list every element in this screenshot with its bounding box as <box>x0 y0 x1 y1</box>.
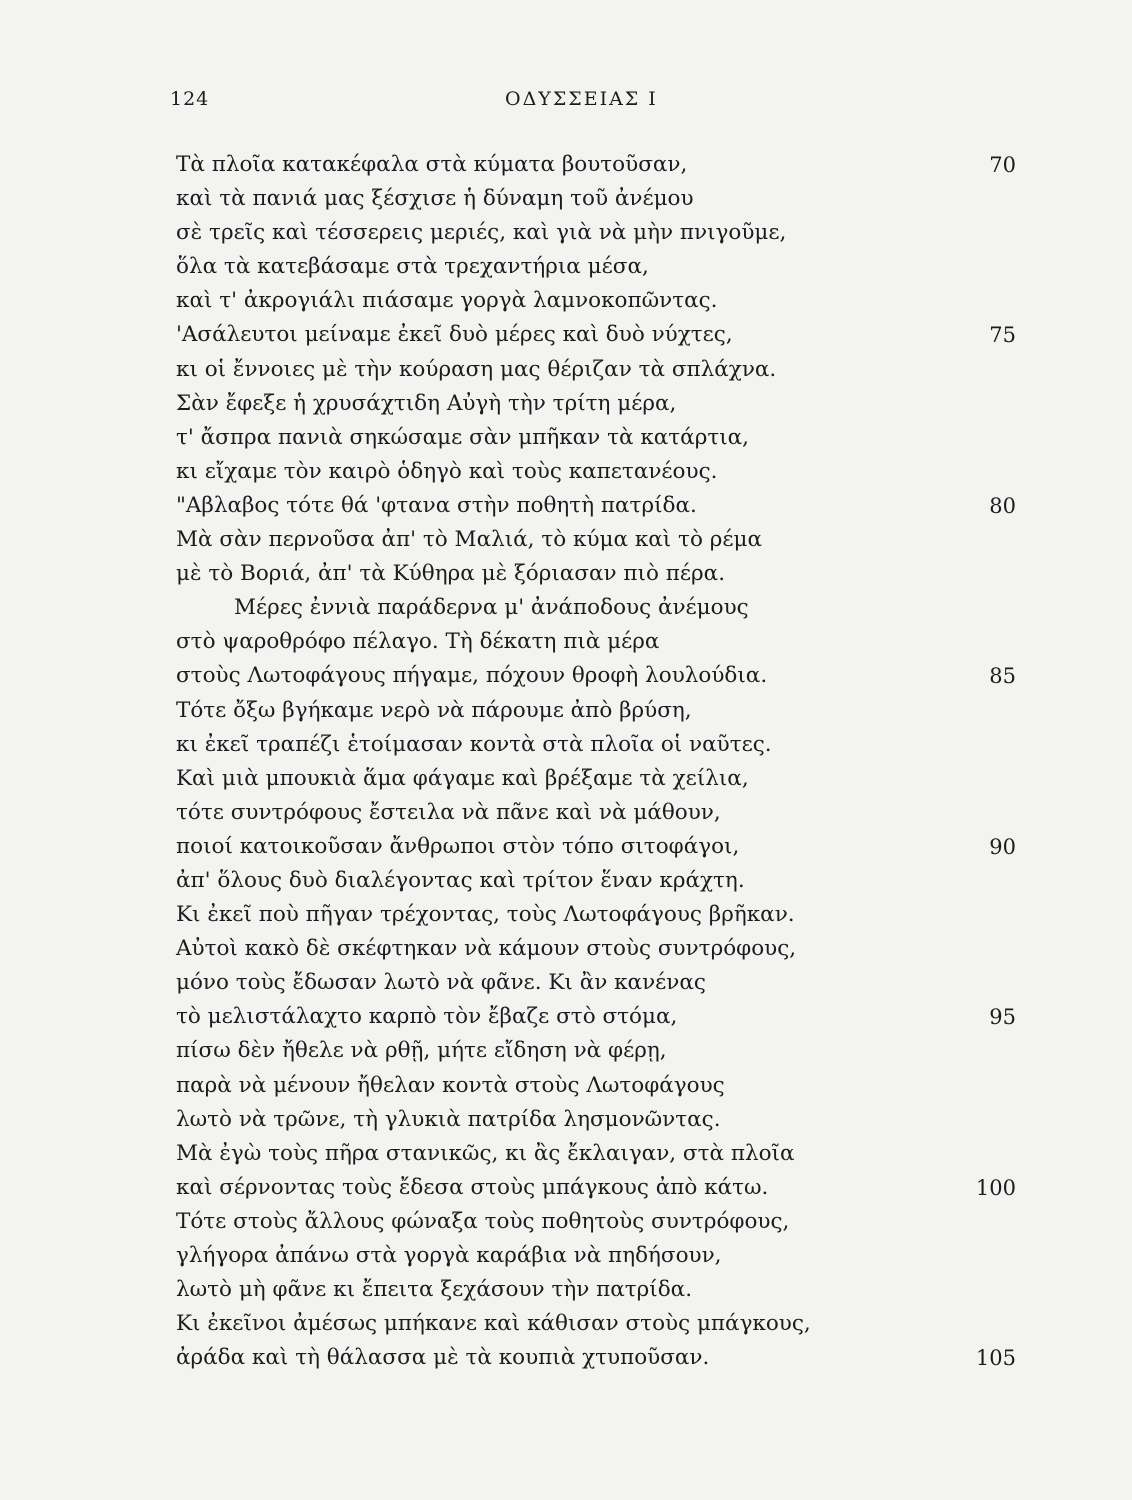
line-number: 80 <box>989 493 1016 518</box>
verse-block <box>176 148 1016 1375</box>
verse-text: Κι ἐκεῖνοι ἀμέσως μπήκανε καὶ κάθισαν στοὺς μπάγκους, <box>176 1311 811 1337</box>
verse-line <box>176 932 1016 966</box>
verse-text: τ' ἄσπρα πανιὰ σηκώσαμε σὰν μπῆκαν τὰ κατάρτια, <box>176 424 750 450</box>
verse-line <box>176 762 1016 796</box>
line-number: 75 <box>989 323 1016 348</box>
line-number: 95 <box>989 1005 1016 1030</box>
verse-text: ἀράδα καὶ τὴ θάλασσα μὲ τὰ κουπιὰ χτυποῦσαν. <box>176 1345 710 1371</box>
line-number: 85 <box>989 664 1016 689</box>
verse-line <box>176 353 1016 387</box>
verse-line <box>176 1000 1016 1034</box>
verse-text: Μέρες ἐννιὰ παράδερνα μ' ἀνάποδους ἀνέμους <box>234 595 749 621</box>
verse-line <box>176 625 1016 659</box>
line-number: 105 <box>975 1346 1016 1371</box>
verse-text: καὶ σέρνοντας τοὺς ἔδεσα στοὺς μπάγκους ἀπὸ κάτω. <box>176 1174 769 1200</box>
verse-text: Τὰ πλοῖα κατακέφαλα στὰ κύματα βουτοῦσαν, <box>176 152 688 177</box>
verse-text: λωτὸ νὰ τρῶνε, τὴ γλυκιὰ πατρίδα λησμονῶντας. <box>176 1106 721 1132</box>
verse-line <box>176 864 1016 898</box>
verse-text: Τότε ὄξω βγήκαμε νερὸ νὰ πάρουμε ἀπὸ βρύση, <box>176 697 692 723</box>
verse-line <box>176 489 1016 523</box>
verse-text: στὸ ψαροθρόφο πέλαγο. Τὴ δέκατη πιὰ μέρα <box>176 629 660 655</box>
verse-text: παρὰ νὰ μένουν ἤθελαν κοντὰ στοὺς Λωτοφάγους <box>176 1072 725 1098</box>
verse-line <box>176 728 1016 762</box>
verse-line <box>176 1273 1016 1307</box>
verse-line <box>176 898 1016 932</box>
page-number: 124 <box>170 88 210 110</box>
verse-line <box>176 1103 1016 1137</box>
verse-text: 'Ασάλευτοι μείναμε ἐκεῖ δυὸ μέρες καὶ δυὸ νύχτες, <box>176 322 733 348</box>
verse-text: Μὰ ἐγὼ τοὺς πῆρα στανικῶς, κι ἂς ἔκλαιγαν, στὰ πλοῖα <box>176 1140 795 1166</box>
verse-line <box>176 1239 1016 1273</box>
verse-line <box>176 318 1016 352</box>
verse-text: καὶ τὰ πανιά μας ξέσχισε ἡ δύναμη τοῦ ἀνέμου <box>176 186 694 212</box>
verse-text: λωτὸ μὴ φᾶνε κι ἔπειτα ξεχάσουν τὴν πατρίδα. <box>176 1277 693 1303</box>
verse-text: πίσω δὲν ἤθελε νὰ ρθῇ, μήτε εἴδηση νὰ φέρῃ, <box>176 1038 667 1064</box>
verse-line <box>176 250 1016 284</box>
verse-text: ἀπ' ὅλους δυὸ διαλέγοντας καὶ τρίτον ἕναν κράχτη. <box>176 867 745 893</box>
verse-line <box>176 1069 1016 1103</box>
verse-text: ὅλα τὰ κατεβάσαμε στὰ τρεχαντήρια μέσα, <box>176 254 649 280</box>
verse-line <box>176 1205 1016 1239</box>
verse-line <box>176 1034 1016 1068</box>
verse-text: Κι ἐκεῖ ποὺ πῆγαν τρέχοντας, τοὺς Λωτοφάγους βρῆκαν. <box>176 902 795 928</box>
verse-line <box>176 1137 1016 1171</box>
verse-line <box>176 148 1016 182</box>
verse-line <box>176 1307 1016 1341</box>
verse-text: μόνο τοὺς ἔδωσαν λωτὸ νὰ φᾶνε. Κι ἂν κανένας <box>176 970 706 996</box>
verse-line <box>176 523 1016 557</box>
verse-text: Σὰν ἔφεξε ἡ χρυσάχτιδη Αὐγὴ τὴν τρίτη μέρα, <box>176 390 677 416</box>
verse-line <box>176 796 1016 830</box>
verse-text: καὶ τ' ἀκρογιάλι πιάσαμε γοργὰ λαμνοκοπῶντας. <box>176 288 718 314</box>
verse-text: τὸ μελιστάλαχτο καρπὸ τὸν ἔβαζε στὸ στόμα, <box>176 1004 678 1030</box>
verse-text: σὲ τρεῖς καὶ τέσσερεις μεριές, καὶ γιὰ νὰ μὴν πνιγοῦμε, <box>176 220 787 246</box>
verse-text: κι εἴχαμε τὸν καιρὸ ὁδηγὸ καὶ τοὺς καπετανέους. <box>176 458 718 484</box>
verse-line <box>176 421 1016 455</box>
running-title: ΟΔΥΣΣΕΙΑΣ Ι <box>505 88 658 110</box>
verse-text: Μὰ σὰν περνοῦσα ἀπ' τὸ Μαλιά, τὸ κύμα καὶ τὸ ρέμα <box>176 527 763 553</box>
verse-text: στοὺς Λωτοφάγους πήγαμε, πόχουν θροφὴ λουλούδια. <box>176 663 768 689</box>
verse-line <box>176 966 1016 1000</box>
verse-text: Αὐτοὶ κακὸ δὲ σκέφτηκαν νὰ κάμουν στοὺς συντρόφους, <box>176 936 797 962</box>
verse-text: Τότε στοὺς ἄλλους φώναξα τοὺς ποθητοὺς συντρόφους, <box>176 1208 790 1234</box>
verse-text: ποιοί κατοικοῦσαν ἄνθρωποι στὸν τόπο σιτοφάγοι, <box>176 833 740 859</box>
verse-line <box>176 182 1016 216</box>
verse-line <box>176 659 1016 693</box>
verse-line <box>176 455 1016 489</box>
line-number: 100 <box>975 1175 1016 1200</box>
verse-text: Καὶ μιὰ μπουκιὰ ἅμα φάγαμε καὶ βρέξαμε τὰ χείλια, <box>176 765 749 791</box>
verse-line <box>176 216 1016 250</box>
verse-text: μὲ τὸ Βοριά, ἀπ' τὰ Κύθηρα μὲ ξόριασαν πιὸ πέρα. <box>176 561 726 587</box>
verse-line <box>176 694 1016 728</box>
verse-text: κι οἱ ἔννοιες μὲ τὴν κούραση μας θέριζαν τὰ σπλάχνα. <box>176 356 777 382</box>
verse-line <box>176 557 1016 591</box>
verse-text: τότε συντρόφους ἔστειλα νὰ πᾶνε καὶ νὰ μάθουν, <box>176 799 721 825</box>
verse-line <box>176 591 1016 625</box>
verse-line <box>176 387 1016 421</box>
verse-text: γλήγορα ἀπάνω στὰ γοργὰ καράβια νὰ πηδήσουν, <box>176 1243 722 1268</box>
verse-line <box>176 284 1016 318</box>
verse-text: κι ἐκεῖ τραπέζι ἑτοίμασαν κοντὰ στὰ πλοῖα οἱ ναῦτες. <box>176 731 772 757</box>
line-number: 70 <box>989 153 1016 177</box>
verse-line <box>176 1341 1016 1375</box>
verse-line <box>176 830 1016 864</box>
verse-line <box>176 1171 1016 1205</box>
page-header <box>170 88 1020 118</box>
line-number: 90 <box>989 834 1016 859</box>
verse-text: "Αβλαβος τότε θά 'φτανα στὴν ποθητὴ πατρίδα. <box>176 492 697 518</box>
